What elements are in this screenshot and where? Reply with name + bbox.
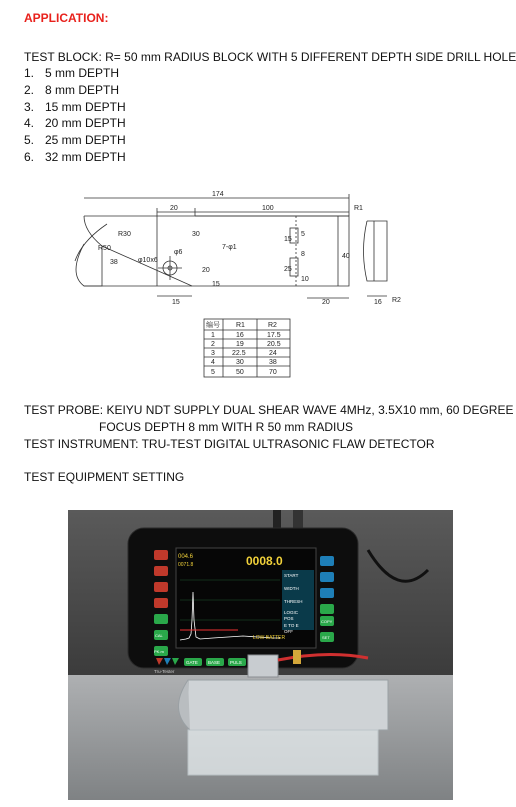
test-block-label: TEST BLOCK: R= 50 mm RADIUS BLOCK WITH 5 DIFFERENT DEPTH SIDE DRILL HOLE: [24, 50, 516, 64]
test-equipment-setting: TEST EQUIPMENT SETTING: [24, 470, 185, 484]
dim-5: 5: [301, 231, 305, 238]
depth-list: [24, 66, 126, 167]
dim-20-top: 20: [170, 205, 178, 212]
dim-phi6: φ6: [174, 249, 183, 256]
table-header: R1: [236, 322, 245, 329]
svg-text:COPY: COPY: [321, 619, 333, 624]
dim-20-bottom: 20: [322, 299, 330, 306]
table-cell: 20.5: [267, 341, 281, 348]
depth-item: 4. 20 mm DEPTH: [24, 116, 126, 131]
dim-phi1: 7-φ1: [222, 244, 237, 251]
table-cell: 38: [269, 359, 277, 366]
svg-text:E TO E: E TO E: [284, 623, 299, 628]
block-outline: [84, 216, 349, 286]
application-heading: APPLICATION:: [24, 11, 109, 25]
svg-text:OFF: OFF: [284, 629, 293, 634]
dim-40: 40: [342, 253, 350, 260]
dim-8: 8: [301, 251, 305, 258]
test-block-photo: [188, 680, 388, 730]
side-view: [364, 221, 388, 281]
dim-r2: R2: [392, 297, 401, 304]
svg-text:THRESH: THRESH: [284, 599, 303, 604]
dim-25: 25: [284, 266, 292, 273]
svg-text:0008.0: 0008.0: [246, 554, 283, 568]
dim-10: 10: [301, 276, 309, 283]
svg-text:POS: POS: [284, 616, 294, 621]
table-cell: 30: [236, 359, 244, 366]
svg-text:LOGIC: LOGIC: [284, 610, 299, 615]
equipment-photo: [68, 510, 453, 800]
table-cell: 2: [211, 341, 215, 348]
table-cell: 17.5: [267, 332, 281, 339]
table-cell: 16: [236, 332, 244, 339]
svg-text:LOW BATTER: LOW BATTER: [253, 635, 286, 641]
table-cell: 19: [236, 341, 244, 348]
dim-total: 174: [212, 191, 224, 198]
dim-15h: 15: [284, 236, 292, 243]
table-header: 编号: [206, 322, 220, 329]
dim-hole: φ10x6: [138, 257, 158, 264]
svg-text:0071.8: 0071.8: [178, 562, 194, 568]
equipment-photo-drawing: [68, 510, 453, 800]
table-cell: 3: [211, 350, 215, 357]
dim-r1: R1: [354, 205, 363, 212]
dim-r30: R30: [118, 231, 131, 238]
dim-16: 16: [374, 299, 382, 306]
svg-text:PULS: PULS: [230, 660, 242, 665]
table-cell: 5: [211, 369, 215, 376]
table-cell: 50: [236, 369, 244, 376]
dim-20: 20: [202, 267, 210, 274]
test-probe-line2: FOCUS DEPTH 8 mm WITH R 50 mm RADIUS: [99, 420, 354, 434]
dim-15v: 15: [212, 281, 220, 288]
dim-100: 100: [262, 205, 274, 212]
stand: [188, 730, 378, 775]
depth-item: 5. 25 mm DEPTH: [24, 133, 126, 148]
svg-text:START: START: [284, 573, 299, 578]
table-cell: 22.5: [232, 350, 246, 357]
depth-item: 3. 15 mm DEPTH: [24, 99, 126, 114]
table-cell: 4: [211, 359, 215, 366]
table-cell: 24: [269, 350, 277, 357]
table-cell: 1: [211, 332, 215, 339]
svg-text:GATE: GATE: [186, 660, 198, 665]
dim-15: 15: [172, 299, 180, 306]
dim-r50: R50: [98, 245, 111, 252]
test-instrument: TEST INSTRUMENT: TRU-TEST DIGITAL ULTRASONIC FLAW DETECTOR: [24, 437, 435, 451]
table-header: R2: [268, 322, 277, 329]
probe: [248, 655, 278, 677]
svg-text:PK.m: PK.m: [154, 649, 164, 654]
dim-30: 30: [192, 231, 200, 238]
svg-text:BASE: BASE: [208, 660, 221, 665]
table-cell: 70: [269, 369, 277, 376]
test-block-drawing: [62, 186, 422, 386]
depth-item: 2. 8 mm DEPTH: [24, 82, 120, 97]
depth-item: 1. 5 mm DEPTH: [24, 66, 120, 80]
dim-38: 38: [110, 259, 118, 266]
depth-item: 6. 32 mm DEPTH: [24, 149, 126, 164]
svg-text:SET: SET: [322, 635, 330, 640]
svg-text:WIDTH: WIDTH: [284, 586, 299, 591]
test-probe-line1: TEST PROBE: KEIYU NDT SUPPLY DUAL SHEAR WAVE 4MHz, 3.5X10 mm, 60 DEGREE: [24, 403, 514, 417]
svg-text:Tru-Tester: Tru-Tester: [154, 669, 175, 674]
svg-text:CAL: CAL: [155, 633, 163, 638]
svg-text:004.6: 004.6: [178, 554, 194, 560]
